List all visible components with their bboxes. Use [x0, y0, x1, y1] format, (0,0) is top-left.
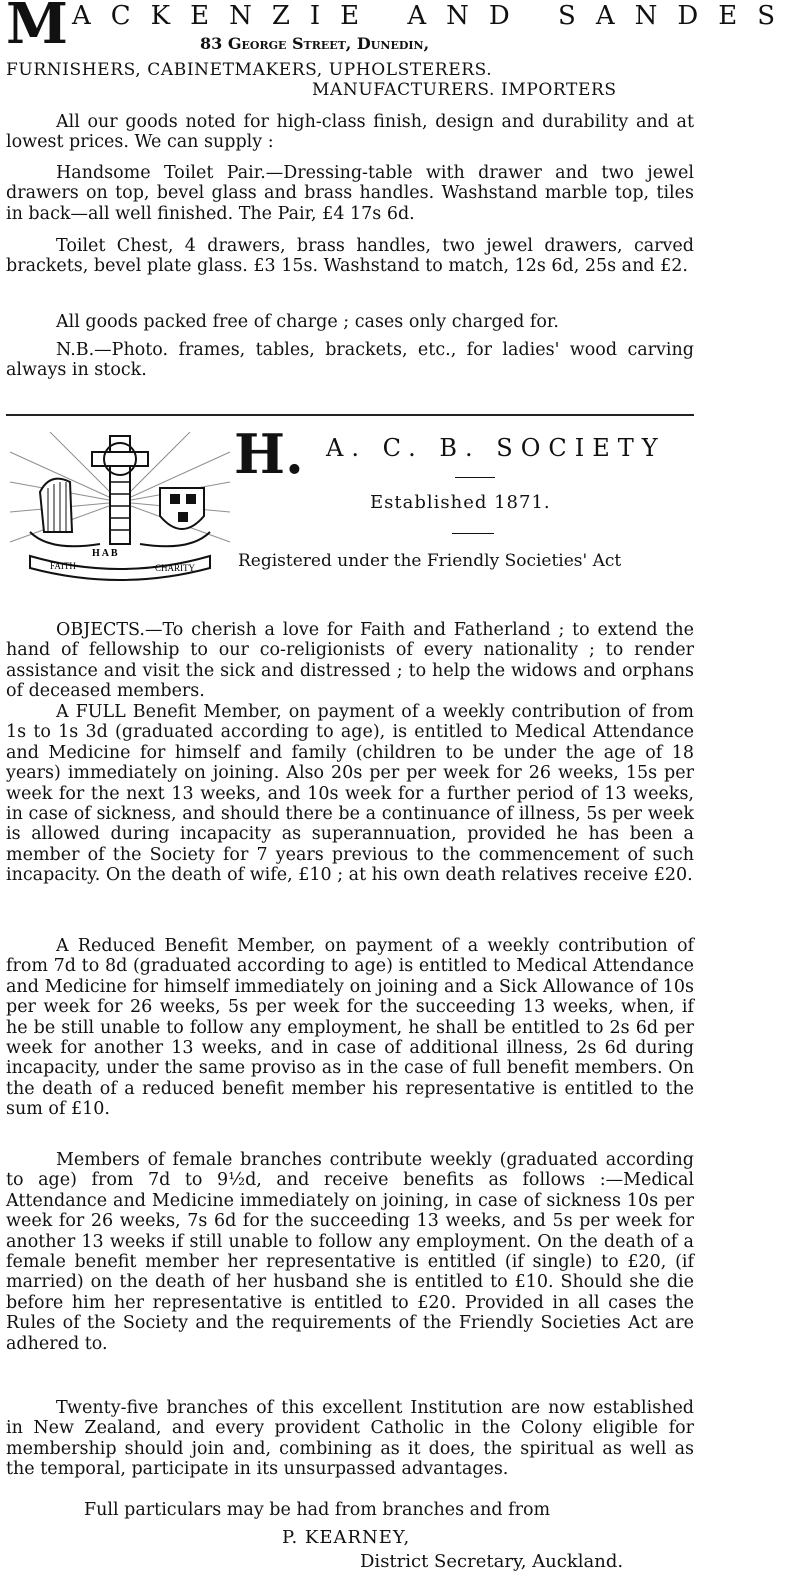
ad1-item-nb: N.B.—Photo. frames, tables, brackets, etc., for ladies' wood carving always in stock.	[6, 340, 694, 381]
ad2-signatory: P. KEARNEY,	[282, 1527, 411, 1548]
emblem-motto-right: CHARITY	[155, 563, 195, 573]
ad2-title-rest: A. C. B. SOCIETY	[326, 434, 666, 462]
ad1-title-initial: M	[6, 0, 68, 57]
ad1-item-toilet-chest: Toilet Chest, 4 drawers, brass handles, two jewel drawers, carved brackets, bevel plate glass. £3 15s. Washstand to match, 12s 6d, 25s and £2.	[6, 236, 694, 277]
ad1-trades-line2: MANUFACTURERS. IMPORTERS	[312, 80, 617, 100]
ad2-female-branches: Members of female branches contribute weekly (graduated according to age) from 7d to 9½d, and receive benefits as follows :—Medical Attendance and Medicine immediately on joining, in case of sickness 10s per week for 26 weeks, 7s 6d for the succeeding 13 weeks, and 5s per week for another 13 weeks if still unable to follow any employment. On the death of a female benefit member her representative is entitled (if single) to £20, (if married) on the death of her husband she is entitled to £10. Should she die before him her representative is entitled to £20. Provided in all cases the Rules of the Society and the requirements of the Friendly Societies Act are adhered to.	[6, 1150, 694, 1354]
ad2-objects: OBJECTS.—To cherish a love for Faith and Fatherland ; to extend the hand of fellowship to our co-religionists of every nationality ; to render assistance and visit the sick and distressed ; to help the widows and orphans of deceased members.	[6, 620, 694, 702]
ad2-signatory-title: District Secretary, Auckland.	[360, 1551, 624, 1572]
ad2-full-member: A FULL Benefit Member, on payment of a weekly contribution of from 1s to 1s 3d (graduated according to age), is entitled to Medical Attendance and Medicine for himself and family (children to be under the age of 18 years) immediately on joining. Also 20s per per week for 26 weeks, 15s per week for the next 13 weeks, and 10s week for a further period of 13 weeks, in case of sickness, and should there be a continuance of illness, 5s per week is allowed during incapacity as superannuation, provided he has been a member of the Society for 7 years previous to the commencement of such incapacity. On the death of wife, £10 ; at his own death relatives receive £20.	[6, 702, 694, 886]
ad1-trades-line1: FURNISHERS, CABINETMAKERS, UPHOLSTERERS.	[6, 60, 493, 80]
ad2-title-initial: H.	[234, 422, 304, 486]
advert-divider	[6, 414, 694, 416]
ad1-intro: All our goods noted for high-class finish, design and durability and at lowest prices. We can supply :	[6, 112, 694, 153]
ad2-established: Established 1871.	[370, 492, 551, 513]
ad2-rule-1	[455, 477, 495, 478]
ad1-item-packing: All goods packed free of charge ; cases only charged for.	[56, 312, 559, 332]
ad2-registered: Registered under the Friendly Societies' Act	[238, 551, 622, 571]
ad2-reduced-member: A Reduced Benefit Member, on payment of a weekly contribution of from 7d to 8d (graduated according to age) is entitled to Medical Attendance and Medicine for himself immediately on joining and a Sick Allowance of 10s per week for 26 weeks, 5s per week for the succeeding 13 weeks, when, if he be still unable to follow any employment, he shall be entitled to 2s 6d per week for another 13 weeks, and in case of additional illness, 2s 6d during incapacity, under the same proviso as in the case of full benefit members. On the death of a reduced benefit member his representative is entitled to the sum of £10.	[6, 936, 694, 1120]
ad1-item-toilet-pair: Handsome Toilet Pair.—Dressing-table with drawer and two jewel drawers on top, bevel glass and brass handles. Washstand marble top, tiles in back—all well finished. The Pair, £4 17s 6d.	[6, 163, 694, 224]
ad2-particulars: Full particulars may be had from branches and from	[84, 1500, 551, 1520]
ad1-title-rest: ACKENZIE AND SANDES	[72, 1, 795, 31]
emblem-motto-left: FAITH	[50, 561, 76, 571]
society-emblem-image	[10, 432, 230, 580]
ad1-address: 83 George Street, Dunedin,	[200, 34, 430, 53]
celtic-cross-emblem-icon	[10, 432, 230, 580]
ad2-rule-2	[452, 533, 494, 534]
ad2-branches: Twenty-five branches of this excellent Institution are now established in New Zealand, and every provident Catholic in the Colony eligible for membership should join and, combining as it does, the spiritual as well as the temporal, participate in its unsurpassed advantages.	[6, 1398, 694, 1480]
emblem-letters: H A B	[92, 548, 118, 559]
